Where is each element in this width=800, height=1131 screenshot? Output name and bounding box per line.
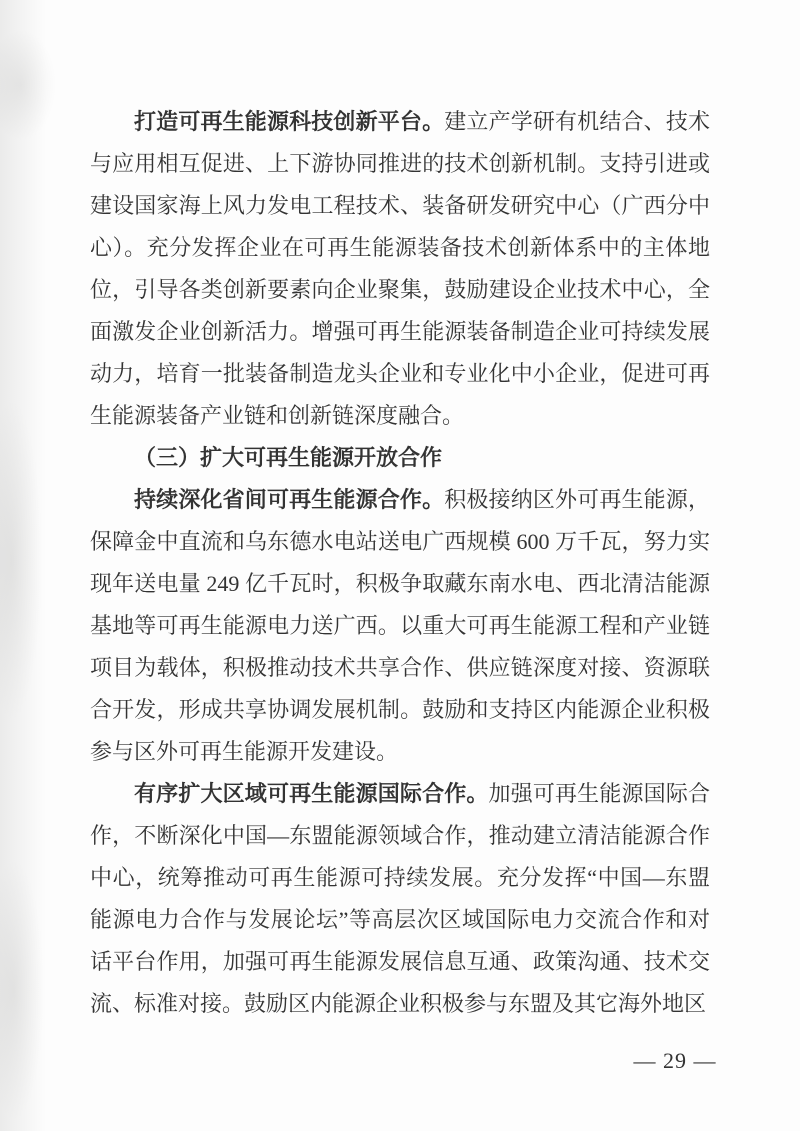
page-content bbox=[90, 101, 710, 1025]
scan-artifact bbox=[0, 860, 44, 1120]
paragraph-lead-sentence: 持续深化省间可再生能源合作。 bbox=[134, 487, 445, 512]
paragraph-body-text: 积极接纳区外可再生能源，保障金中直流和乌东德水电站送电广西规模 600 万千瓦，努力实现年送电量 249 亿千瓦时，积极争取藏东南水电、西北清洁能源基地等可再生能源电力送广西。以重大可再生能源工程和产业链项目为载体，积极推动技术共享合作、供应链深度对接、资源联合开发，形成共享协调发展机制。鼓励和支持区内能源企业积极参与区外可再生能源开发建设。 bbox=[90, 487, 710, 764]
paragraph-international-cooperation bbox=[90, 773, 710, 1025]
paragraph-body-text: 建立产学研有机结合、技术与应用相互促进、上下游协同推进的技术创新机制。支持引进或建设国家海上风力发电工程技术、装备研发研究中心（广西分中心）。充分发挥企业在可再生能源装备技术创新体系中的主体地位，引导各类创新要素向企业聚集，鼓励建设企业技术中心，全面激发企业创新活力。增强可再生能源装备制造企业可持续发展动力，培育一批装备制造龙头企业和专业化中小企业，促进可再生能源装备产业链和创新链深度融合。 bbox=[90, 109, 710, 428]
paragraph-interprovincial-cooperation bbox=[90, 479, 710, 773]
paragraph-lead-sentence: 打造可再生能源科技创新平台。 bbox=[134, 109, 445, 134]
paragraph-lead-sentence: 有序扩大区域可再生能源国际合作。 bbox=[134, 781, 489, 806]
section-heading-open-cooperation: （三）扩大可再生能源开放合作 bbox=[134, 445, 443, 470]
page-number: — 29 — bbox=[633, 1048, 717, 1073]
scan-artifact bbox=[0, 400, 42, 720]
scan-artifact bbox=[0, 30, 56, 140]
paragraph-body-text: 加强可再生能源国际合作，不断深化中国—东盟能源领域合作，推动建立清洁能源合作中心，统筹推动可再生能源可持续发展。充分发挥“中国—东盟能源电力合作与发展论坛”等高层次区域国际电力交流合作和对话平台作用，加强可再生能源发展信息互通、政策沟通、技术交流、标准对接。鼓励区内能源企业积极参与东盟及其它海外地区 bbox=[90, 781, 710, 1016]
paragraph-tech-innovation-platform bbox=[90, 101, 710, 437]
